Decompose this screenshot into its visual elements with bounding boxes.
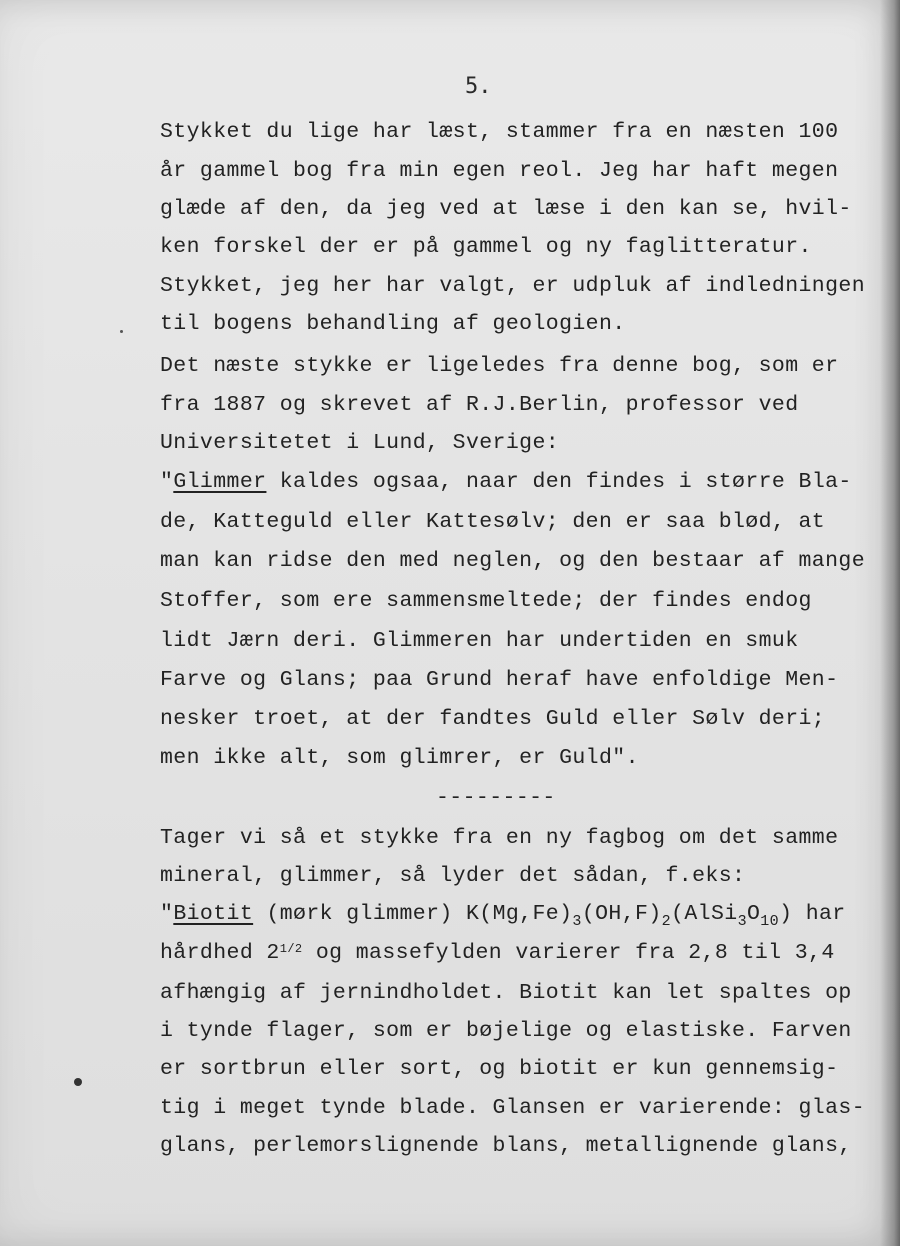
quote2-subscript-4: 10 — [760, 913, 780, 930]
quote2-formula-b: (OH,F) — [581, 902, 662, 926]
quote2-open-mark: " — [160, 902, 174, 926]
section-divider: --------- — [436, 786, 556, 810]
margin-dot-mark — [74, 1078, 82, 1086]
quote2-subscript-3: 3 — [737, 913, 747, 930]
quote1-line-7: nesker troet, at der fandtes Guld eller Sølv deri; — [160, 707, 826, 731]
quote2-formula-c: (AlSi — [671, 902, 738, 926]
quote2-subscript-1: 3 — [572, 913, 582, 930]
quote1-open-mark: " — [160, 470, 174, 494]
quote2-formula-e: ) har — [779, 902, 846, 926]
paragraph2-line-3: Universitetet i Lund, Sverige: — [160, 431, 560, 455]
quote2-line-3: afhængig af jernindholdet. Biotit kan let spaltes op — [160, 981, 852, 1005]
quote2-line2-b: og massefylden varierer fra 2,8 til 3,4 — [302, 941, 835, 965]
quote1-line-2: de, Katteguld eller Kattesølv; den er saa blød, at — [160, 510, 826, 534]
quote2-line-6: tig i meget tynde blade. Glansen er varierende: glas- — [160, 1096, 866, 1120]
paragraph1-line-4: ken forskel der er på gammel og ny faglitteratur. — [160, 235, 812, 259]
quote1-line-6: Farve og Glans; paa Grund heraf have enfoldige Men- — [160, 668, 839, 692]
quote2-line-7: glans, perlemorslignende blans, metallignende glans, — [160, 1134, 852, 1158]
margin-speck-mark — [120, 330, 123, 333]
quote1-line-8: men ikke alt, som glimrer, er Guld". — [160, 746, 639, 770]
quote1-line-4: Stoffer, som ere sammensmeltede; der findes endog — [160, 589, 812, 613]
page-number: 5. — [465, 74, 492, 99]
quote2-fraction: 1/2 — [279, 942, 303, 956]
quote2-line2-a: hårdhed 2 — [160, 941, 280, 965]
paragraph3-line-2: mineral, glimmer, så lyder det sådan, f.eks: — [160, 864, 746, 888]
quote1-line-1 — [160, 470, 852, 494]
paragraph1-line-1: Stykket du lige har læst, stammer fra en næsten 100 — [160, 120, 839, 144]
quote2-formula-d: O — [746, 902, 761, 926]
quote2-subscript-2: 2 — [661, 913, 672, 930]
quote2-line-5: er sortbrun eller sort, og biotit er kun gennemsig- — [160, 1057, 839, 1081]
quote2-line-4: i tynde flager, som er bøjelige og elastiske. Farven — [160, 1019, 852, 1043]
paragraph2-line-1: Det næste stykke er ligeledes fra denne bog, som er — [160, 354, 839, 378]
quote1-line-3: man kan ridse den med neglen, og den bestaar af mange — [160, 549, 866, 573]
page-edge-shadow — [880, 0, 900, 1246]
quote2-line-2 — [160, 941, 835, 965]
paragraph2-line-2: fra 1887 og skrevet af R.J.Berlin, professor ved — [160, 393, 799, 417]
paragraph1-line-6: til bogens behandling af geologien. — [160, 312, 626, 336]
quote2-term-biotit: Biotit — [173, 902, 254, 926]
paragraph1-line-5: Stykket, jeg her har valgt, er udpluk af indledningen — [160, 274, 866, 298]
quote1-line-5: lidt Jærn deri. Glimmeren har undertiden en smuk — [160, 629, 799, 653]
paragraph3-line-1: Tager vi så et stykke fra en ny fagbog om det samme — [160, 826, 839, 850]
quote2-formula-a: (mørk glimmer) K(Mg,Fe) — [253, 902, 573, 926]
paragraph1-line-2: år gammel bog fra min egen reol. Jeg har haft megen — [160, 159, 839, 183]
quote1-first-rest: kaldes ogsaa, naar den findes i større Bla- — [266, 470, 852, 494]
paragraph1-line-3: glæde af den, da jeg ved at læse i den kan se, hvil- — [160, 197, 852, 221]
quote1-term-glimmer: Glimmer — [173, 470, 267, 494]
quote2-line-1 — [160, 902, 846, 930]
